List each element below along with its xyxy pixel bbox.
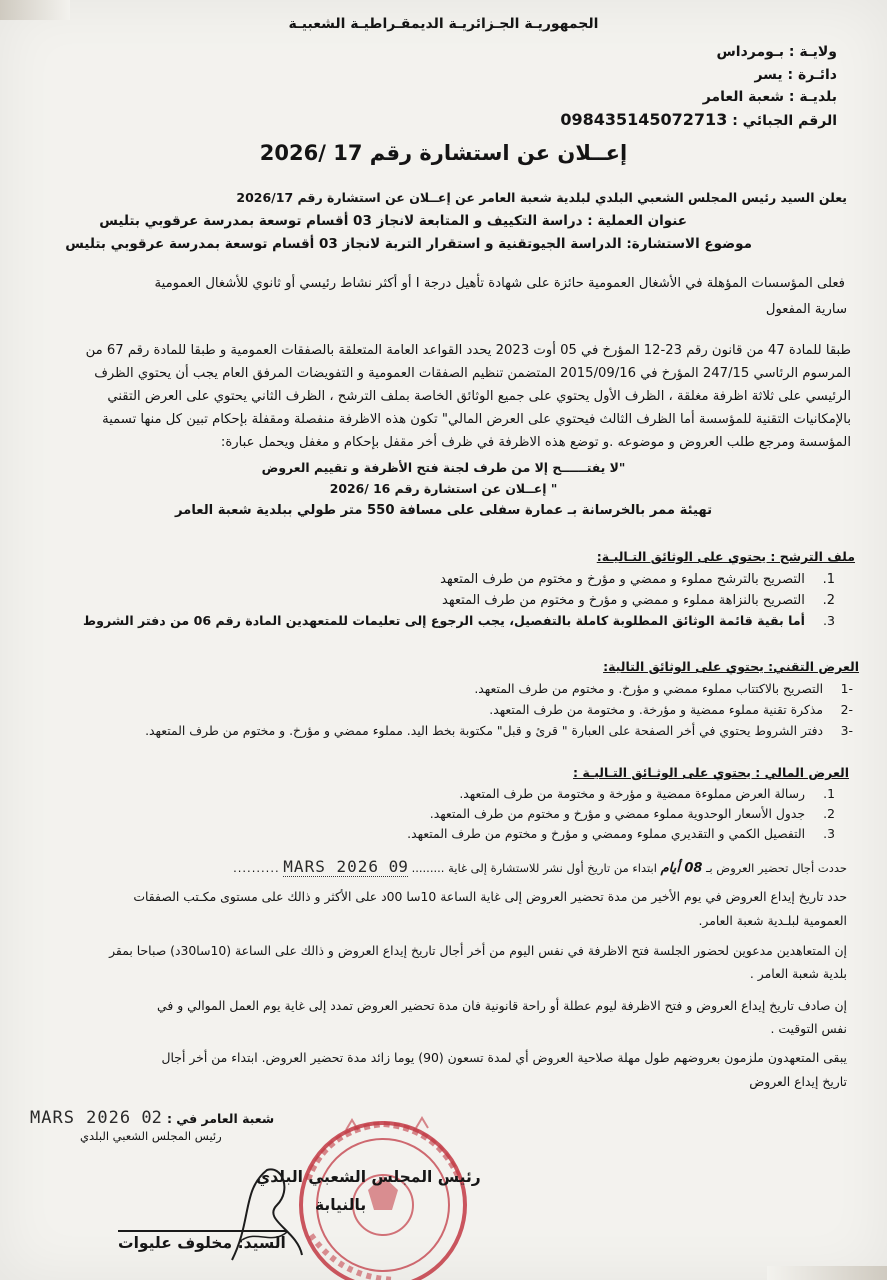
eligibility-line-1: فعلى المؤسسات المؤهلة في الأشغال العمومية حائزة على شهادة تأهيل درجة I أو أكثر نشاط رئيسي أو ثانوي للأشغال العمومية xyxy=(154,276,845,291)
tax-number: 098435145072713 xyxy=(560,110,728,129)
financial-heading: العرض المالي : يحتوي على الوثـائق التـاليـة : xyxy=(573,765,849,780)
opening-line-1: إن المتعاهدين مدعوين لحضور الجلسة فتح الاظرفة في نفس اليوم من أخر أجال تاريخ إيداع العروض و ذالك على الساعة (10سا30د) صباحا بمقر xyxy=(109,943,847,958)
quote-line-3: تهيئة ممر بالخرسانة بـ عمارة سفلى على مسافة 550 متر طولي ببلدية شعبة العامر xyxy=(174,503,713,518)
deadline-text-2: ابتداء من تاريخ أول نشر للاستشارة إلى غاية xyxy=(448,861,657,875)
submission-line-2: العمومية لبلـدية شعبة العامر. xyxy=(698,913,847,928)
eligibility-line-2: سارية المفعول xyxy=(765,302,847,317)
holiday-line-2: نفس التوقيت . xyxy=(770,1021,847,1036)
intro-line-1: يعلن السيد رئيس المجلس الشعبي البلدي لبلدية شعبة العامر عن إعــلان عن استشارة رقم 2026/17 xyxy=(236,190,847,205)
holiday-line-1: إن صادف تاريخ إيداع العروض و فتح الاظرفة ليوم عطلة أو راحة قانونية فان مدة تحضير العروض تمدد إلى غاية يوم العمل الموالي و في xyxy=(157,998,847,1013)
list-item: 2. جدول الأسعار الوحدوية مملوء ممضي و مؤرخ و مختوم من طرف المتعهد. xyxy=(429,806,835,821)
handwritten-signature-icon xyxy=(222,1160,312,1270)
seal-line-2: بالنيابة xyxy=(315,1196,367,1214)
signature-date-stamp: 02 MARS 2026 xyxy=(30,1108,162,1128)
list-item: 3. أما بقية قائمة الوثائق المطلوبة كاملة بالتفصيل، يجب الرجوع إلى تعليمات للمتعهدين المادة رقم 06 من دفتر الشروط xyxy=(83,613,835,628)
handwritten-days: 08 أيام xyxy=(660,861,703,876)
list-item: 2. التصريح بالنزاهة مملوء و ممضي و مؤرخ و مختوم من طرف المتعهد xyxy=(442,593,835,608)
legal-line-3: الرئيسي على ثلاثة اظرفة مغلقة ، الظرف الأول يحتوي على جميع الوثائق الخاصة بملف الترشح ، الظرف الثاني يحتوي على العرض التقني xyxy=(107,389,851,404)
list-item: -3 دفتر الشروط يحتوي في أخر الصفحة على العبارة " قرئ و قبل" مكتوبة بخط اليد. مملوء ممضي و مؤرخ. و مختوم من طرف المتعهد. xyxy=(145,723,853,738)
tax-number-line xyxy=(560,110,837,129)
candidacy-heading: ملف الترشح : يحتوي على الوثائق التـاليـة: xyxy=(596,549,855,564)
list-item: 1. التصريح بالترشح مملوء و ممضي و مؤرخ و مختوم من طرف المتعهد xyxy=(440,572,835,587)
quote-line-1: "لا يفتــــــح إلا من طرف لجنة فتح الأظرفة و تقييم العروض xyxy=(261,460,626,475)
consultation-subject: موضوع الاستشارة: الدراسة الجيوتقنية و استقرار التربة لانجاز 03 أقسام توسعة بمدرسة عرقوبي بتليس xyxy=(65,236,752,252)
deadline-line: حددت أجال تحضير العروض بـ 08 أيام ابتداء من تاريخ أول نشر للاستشارة إلى غاية ......... 09 MARS 2026 .......... xyxy=(233,857,847,876)
validity-line-1: يبقى المتعهدون ملزمون بعروضهم طول مهلة صلاحية العروض أي لمدة تسعون (90) يوما زائد مدة تحضير العروض. ابتداء من أخر أجال xyxy=(161,1050,847,1065)
legal-line-4: بالإمكانيات التقنية للمؤسسة أما الظرف الثالث فيحتوي على العرض المالي" تكون هذه الاظرفة منفصلة ومقفلة بإحكام تبين كل منها تسمية xyxy=(102,412,851,427)
seal-line-3: السيد: مخلوف عليوات xyxy=(118,1230,286,1252)
list-item: -2 مذكرة تقنية مملوء ممضية و مؤرخة. و مختومة من طرف المتعهد. xyxy=(489,702,853,717)
daira-line: دائـرة : يسر xyxy=(754,67,837,83)
legal-line-5: المؤسسة ومرجع طلب العروض و موضوعه .و توضع هذه الاظرفة في ظرف أخر مقفل بإحكام و مغفل ويحمل عبارة: xyxy=(220,435,851,450)
deadline-date-stamp: 09 MARS 2026 xyxy=(283,857,408,876)
corner-smudge-bottom xyxy=(767,1266,887,1280)
page-title: إعــلان عن استشارة رقم 17 /2026 xyxy=(259,141,628,165)
republic-header: الجمهوريـة الجـزائريـة الديمقـراطيـة الشعبيـة xyxy=(288,16,599,32)
official-seal-icon xyxy=(286,1110,481,1280)
legal-line-1: طبقا للمادة 47 من قانون رقم 23-12 المؤرخ في 05 أوت 2023 يحدد القواعد العامة المتعلقة بالصفقات العمومية و طبقا للمادة رقم 67 من xyxy=(85,343,851,358)
quote-line-2: " إعــلان عن استشارة رقم 16 /2026 xyxy=(329,481,558,496)
legal-line-2: المرسوم الرئاسي 247/15 المؤرخ في 2015/09/16 المتضمن تنظيم الصفقات العمومية و التفويضات المرفق العام يجب أن يحتوي الظرف xyxy=(94,366,851,381)
seal-line-1: رئيس المجلس الشعبي البلدي xyxy=(256,1168,481,1186)
technical-heading: العرض التقني: يحتوي على الوثائق التالية: xyxy=(603,659,859,674)
operation-title: عنوان العملية : دراسة التكييف و المتابعة لانجاز 03 أقسام توسعة بمدرسة عرقوبي بتليس xyxy=(99,213,687,229)
signature-place: شعبة العامر في : xyxy=(166,1111,275,1126)
list-item: -1 التصريح بالاكتتاب مملوء ممضي و مؤرخ. و مختوم من طرف المتعهد. xyxy=(474,681,853,696)
signature-title: رئيس المجلس الشعبي البلدي xyxy=(80,1129,222,1143)
list-item: 1. رسالة العرض مملوءة ممضية و مؤرخة و مختومة من طرف المتعهد. xyxy=(459,786,835,801)
baladia-line: بلديـة : شعبة العامر xyxy=(702,89,837,105)
validity-line-2: تاريخ إيداع العروض xyxy=(749,1074,847,1089)
submission-line-1: حدد تاريخ إيداع العروض في يوم الأخير من مدة تحضير العروض إلى غاية الساعة 10سا 00د على الأكثر و ذالك على مستوى مكـتب الصفقات xyxy=(133,889,847,904)
list-item: 3. التفصيل الكمي و التقديري مملوء وممضي و مؤرخ و مختوم من طرف المتعهد. xyxy=(407,826,835,841)
wilaya-line: ولايـة : بـومرداس xyxy=(716,44,837,60)
signature-date-line xyxy=(30,1108,274,1128)
deadline-text: حددت أجال تحضير العروض بـ xyxy=(706,861,847,875)
opening-line-2: بلدية شعبة العامر . xyxy=(749,966,847,981)
tax-label: الرقم الجبائي : xyxy=(732,113,837,129)
